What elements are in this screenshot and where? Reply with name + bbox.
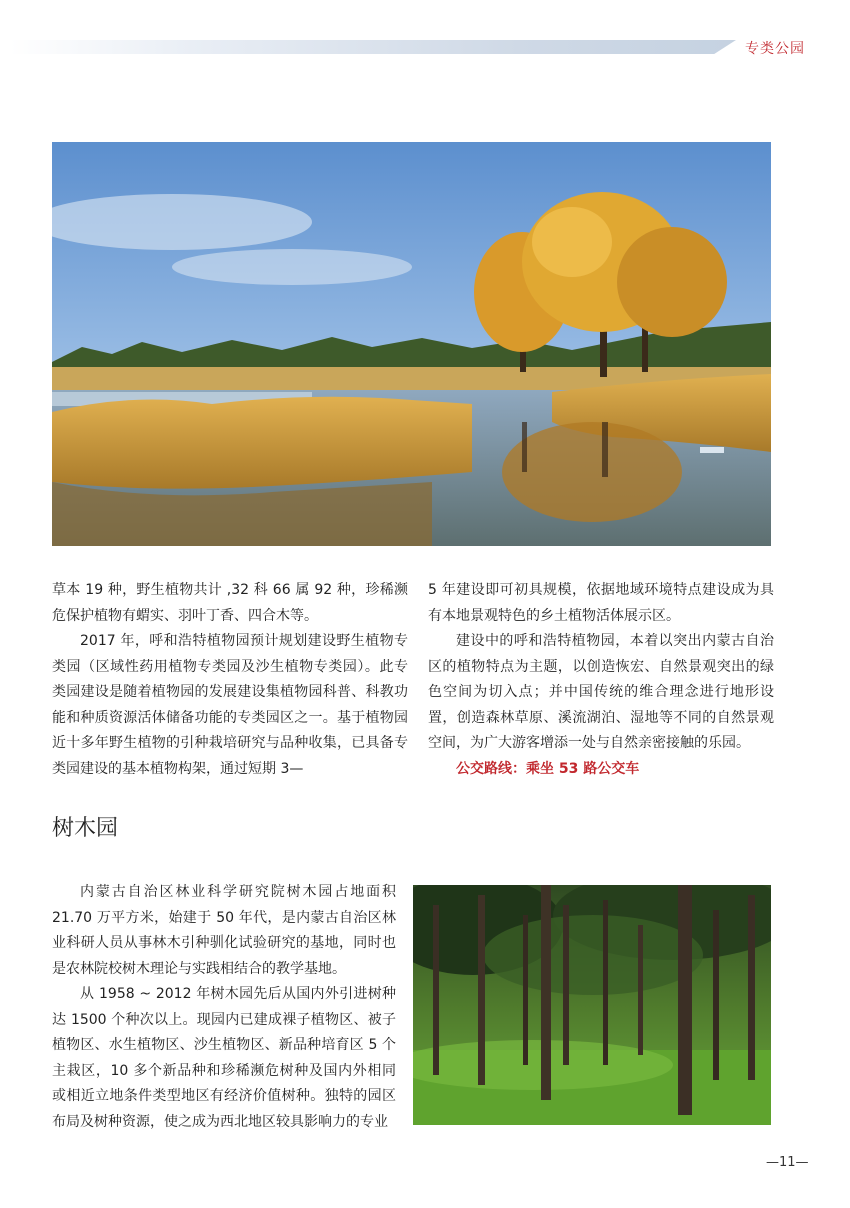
arboretum-paragraph-2: 从 1958 ~ 2012 年树木园先后从国内外引进树种达 1500 个种次以上。现园内已建成裸子植物区、被子植物区、水生植物区、沙生植物区、新品种培育区 5 个主栽区，10 多个新品种和珍稀濒危树种及国内外相同或相近立地条件类型地区有经济价值树种。独特的园区布局及树种资源，使之成为西北地区较具影响力的专业 [52,986,396,1130]
page-number: —11— [766,1155,809,1170]
left-paragraph-2: 2017 年，呼和浩特植物园预计规划建设野生植物专类园（区域性药用植物专类园及沙生植物专类园）。此专类园建设是随着植物园的发展建设集植物园科普、科教功能和种质资源活体储备功能的专类园区之一。基于植物园近十多年野生植物的引种栽培研究与品种收集，已具备专类园建设的基本植物构架，通过短期 3— [52,633,408,777]
forest-photo [413,885,771,1125]
left-column-text [52,578,408,782]
section-label: 专类公园 [745,41,805,57]
right-paragraph-2: 建设中的呼和浩特植物园，本着以突出内蒙古自治区的植物特点为主题，以创造恢宏、自然景观突出的绿色空间为切入点；并中国传统的维合理念进行地形设置，创造森林草原、溪流湖泊、湿地等不同的自然景观空间，为广大游客增添一处与自然亲密接触的乐园。 [428,633,774,751]
arboretum-text [52,880,396,1135]
arboretum-paragraph-1: 内蒙古自治区林业科学研究院树木园占地面积 21.70 万平方米，始建于 50 年代，是内蒙古自治区林业科研人员从事林木引种驯化试验研究的基地，同时也是农林院校树木理论与实践相结合的教学基地。 [52,884,396,977]
right-paragraph-1: 5 年建设即可初具规模，依据地域环境特点建设成为具有本地景观特色的乡土植物活体展示区。 [428,582,774,624]
bus-route: 公交路线：乘坐 53 路公交车 [456,760,640,777]
arboretum-heading: 树木园 [52,816,119,841]
header-band [10,40,736,54]
right-column-text [428,578,774,782]
autumn-wetland-photo [52,142,771,546]
left-paragraph-1: 草本 19 种，野生植物共计 ,32 科 66 属 92 种，珍稀濒危保护植物有蝟实、羽叶丁香、四合木等。 [52,582,408,624]
